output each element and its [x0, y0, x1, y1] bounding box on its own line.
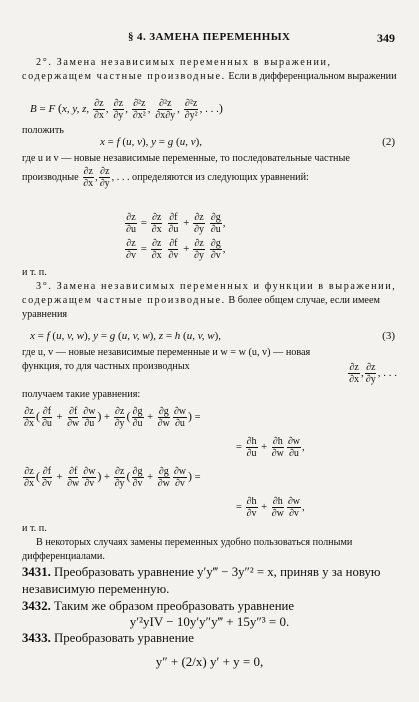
formula-B: B = F (x, y, z, $\frac{\partial z}{\partial x}$ , $\frac{\partial z}{\partial y}$ , $\frac{\text{∂²z}}{\text{∂x²}}$ , $\frac{\text{∂²z}}{\partial x\partial y}$ , $\frac{\text{∂²z}}{\text{∂y²}}$ , . . .) — [30, 98, 223, 121]
section3-note-paragraph — [22, 536, 397, 564]
problem-3431 — [22, 564, 397, 598]
problem-text: Преобразовать уравнение — [54, 631, 194, 645]
formula-3: x = f (u, v, w), y = g (u, v, w), z = h (u, v, w), — [30, 330, 222, 342]
problem-3432 — [22, 598, 397, 615]
derivs-dzdx-dzdy: $\frac{\partial z}{\partial x}$ , $\frac{\partial z}{\partial y}$ , . . . — [349, 362, 397, 385]
formula-w-v-rhs: = $\frac{\partial h}{\partial v}$ + $\frac{\partial h}{\partial w}$ $\frac{\partial w}{\partial v}$ , — [236, 496, 305, 519]
section3-intro: В более общем случае, если имеем уравнения — [22, 295, 380, 320]
problem-number: 3433. — [22, 631, 51, 645]
section3-explain2: получаем такие уравнения: — [22, 389, 141, 400]
problem-text: Преобразовать уравнение y′y‴ − 3y″² = x, приняв y за новую независимую переменную. — [22, 565, 381, 596]
section3-heading: 3°. Замена независимых переменных и функции в выражении, содержащем частные производные. — [22, 281, 397, 306]
formula-2: x = f (u, v), y = g (u, v), — [100, 136, 202, 148]
section-title: § 4. ЗАМЕНА ПЕРЕМЕННЫХ — [128, 31, 291, 43]
problem-number: 3431. — [22, 565, 51, 579]
problem-3433-formula: y″ + (2/x) y′ + y = 0, — [155, 654, 264, 669]
problem-text: Таким же образом преобразовать уравнение — [54, 599, 295, 613]
section3-explain: где u, v — новые независимые переменные и w = w (u, v) — новая функция, то для частных производных — [22, 347, 311, 372]
put-label: положить — [22, 125, 64, 136]
formula-w-v: $\frac{\partial z}{\partial x}$ ( $\frac{\partial f}{\partial v}$ + $\frac{\partial f}{\partial w}$ $\frac{\partial w}{\partial v}$ ) + $\frac{\partial z}{\partial y}$ ( $\frac{\partial g}{\partial v}$ + $\frac{\partial g}{\partial w}$ $\frac{\partial w}{\partial v}$ ) = — [24, 466, 201, 489]
equation-label-2: (2) — [382, 136, 395, 148]
formula-w-u: $\frac{\partial z}{\partial x}$ ( $\frac{\partial f}{\partial u}$ + $\frac{\partial f}{\partial w}$ $\frac{\partial w}{\partial u}$ ) + $\frac{\partial z}{\partial y}$ ( $\frac{\partial g}{\partial u}$ + $\frac{\partial g}{\partial w}$ $\frac{\partial w}{\partial u}$ ) = — [24, 406, 201, 429]
equation-label-3: (3) — [382, 330, 395, 342]
section3-note: В некоторых случаях замены переменных удобно пользоваться полными дифференциалами. — [22, 537, 353, 562]
section2-etc: и т. п. — [22, 267, 47, 278]
section2-intro: Если в дифференциальном выражении — [228, 71, 397, 82]
formula-w-u-rhs: = $\frac{\partial h}{\partial u}$ + $\frac{\partial h}{\partial w}$ $\frac{\partial w}{\partial u}$ , — [236, 436, 305, 459]
section3-heading-paragraph — [22, 280, 397, 322]
formula-du: $\frac{\partial z}{\partial u}$ = $\frac{\partial z}{\partial x}$ $\frac{\partial f}{\partial u}$ + $\frac{\partial z}{\partial y}$ $\frac{\partial g}{\partial u}$ , — [126, 212, 226, 235]
section2-heading: 2°. Замена независимых переменных в выражении, содержащем частные производные. — [22, 57, 332, 82]
section2-heading-paragraph — [22, 56, 397, 84]
section2-explain-text2: , . . . определяются из следующих уравнений: — [111, 171, 309, 183]
section3-etc: и т. п. — [22, 523, 47, 534]
problem-number: 3432. — [22, 599, 51, 613]
running-header — [0, 31, 419, 47]
problem-3433 — [22, 630, 397, 647]
section2-explain: где u и v — новые независимые переменные, то последовательные частные производные $\frac{\partial z}{\partial x}$ , $\frac{\partial z}{\partial y}$ , . . . определяются из следующих уравнений: — [22, 153, 350, 189]
page-number: 349 — [377, 31, 395, 45]
problem-3432-formula: y′²yIV − 10y′y″y‴ + 15y″³ = 0. — [129, 614, 290, 629]
section2-explain-text: где u и v — новые независимые переменные, то последовательные частные производные — [22, 153, 350, 183]
formula-dv: $\frac{\partial z}{\partial v}$ = $\frac{\partial z}{\partial x}$ $\frac{\partial f}{\partial v}$ + $\frac{\partial z}{\partial y}$ $\frac{\partial g}{\partial v}$ , — [126, 238, 226, 261]
